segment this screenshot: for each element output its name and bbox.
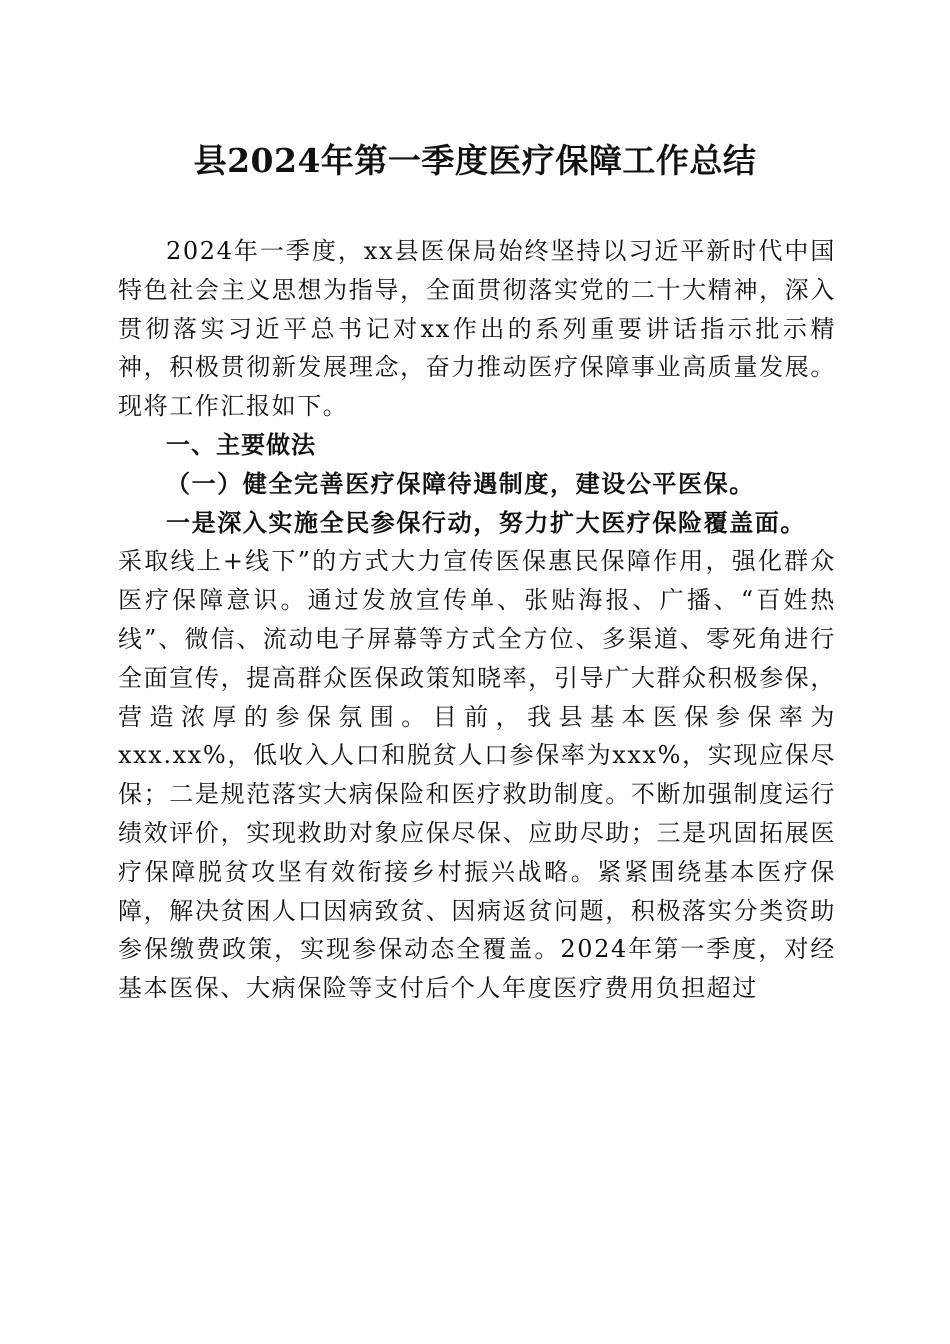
body-paragraph: [118, 504, 836, 543]
paragraph-lead: 一是深入实施全民参保行动，努力扩大医疗保险覆盖面。: [166, 507, 806, 537]
document-title: 县2024年第一季度医疗保障工作总结: [193, 141, 757, 180]
subsection-heading: （一）健全完善医疗保障待遇制度，建设公平医保。: [166, 468, 755, 498]
intro-paragraph: 2024年一季度，xx县医保局始终坚持以习近平新时代中国特色社会主义思想为指导，全面贯彻落实党的二十大精神，深入贯彻落实习近平总书记对xx作出的系列重要讲话指示批示精神，积极贯彻新发展理念，奋力推动医疗保障事业高质量发展。现将工作汇报如下。: [118, 237, 836, 421]
section-heading: 一、主要做法: [166, 430, 316, 459]
body-paragraph-continued: 采取线上+线下”的方式大力宣传医保惠民保障作用，强化群众医疗保障意识。通过发放宣传单、张贴海报、广播、“百姓热线”、微信、流动电子屏幕等方式全方位、多渠道、零死角进行全面宣传，提高群众医保政策知晓率，引导广大群众积极参保，营造浓厚的参保氛围。目前，我县基本医保参保率为xxx.xx%，低收入人口和脱贫人口参保率为xxx%，实现应保尽保；二是规范落实大病保险和医疗救助制度。不断加强制度运行绩效评价，实现救助对象应保尽保、应助尽助；三是巩固拓展医疗保障脱贫攻坚有效衔接乡村振兴战略。紧紧围绕基本医疗保障，解决贫困人口因病致贫、因病返贫问题，积极落实分类资助参保缴费政策，实现参保动态全覆盖。2024年第一季度，对经基本医保、大病保险等支付后个人年度医疗费用负担超过: [118, 547, 836, 1003]
document-body: [118, 232, 836, 1008]
